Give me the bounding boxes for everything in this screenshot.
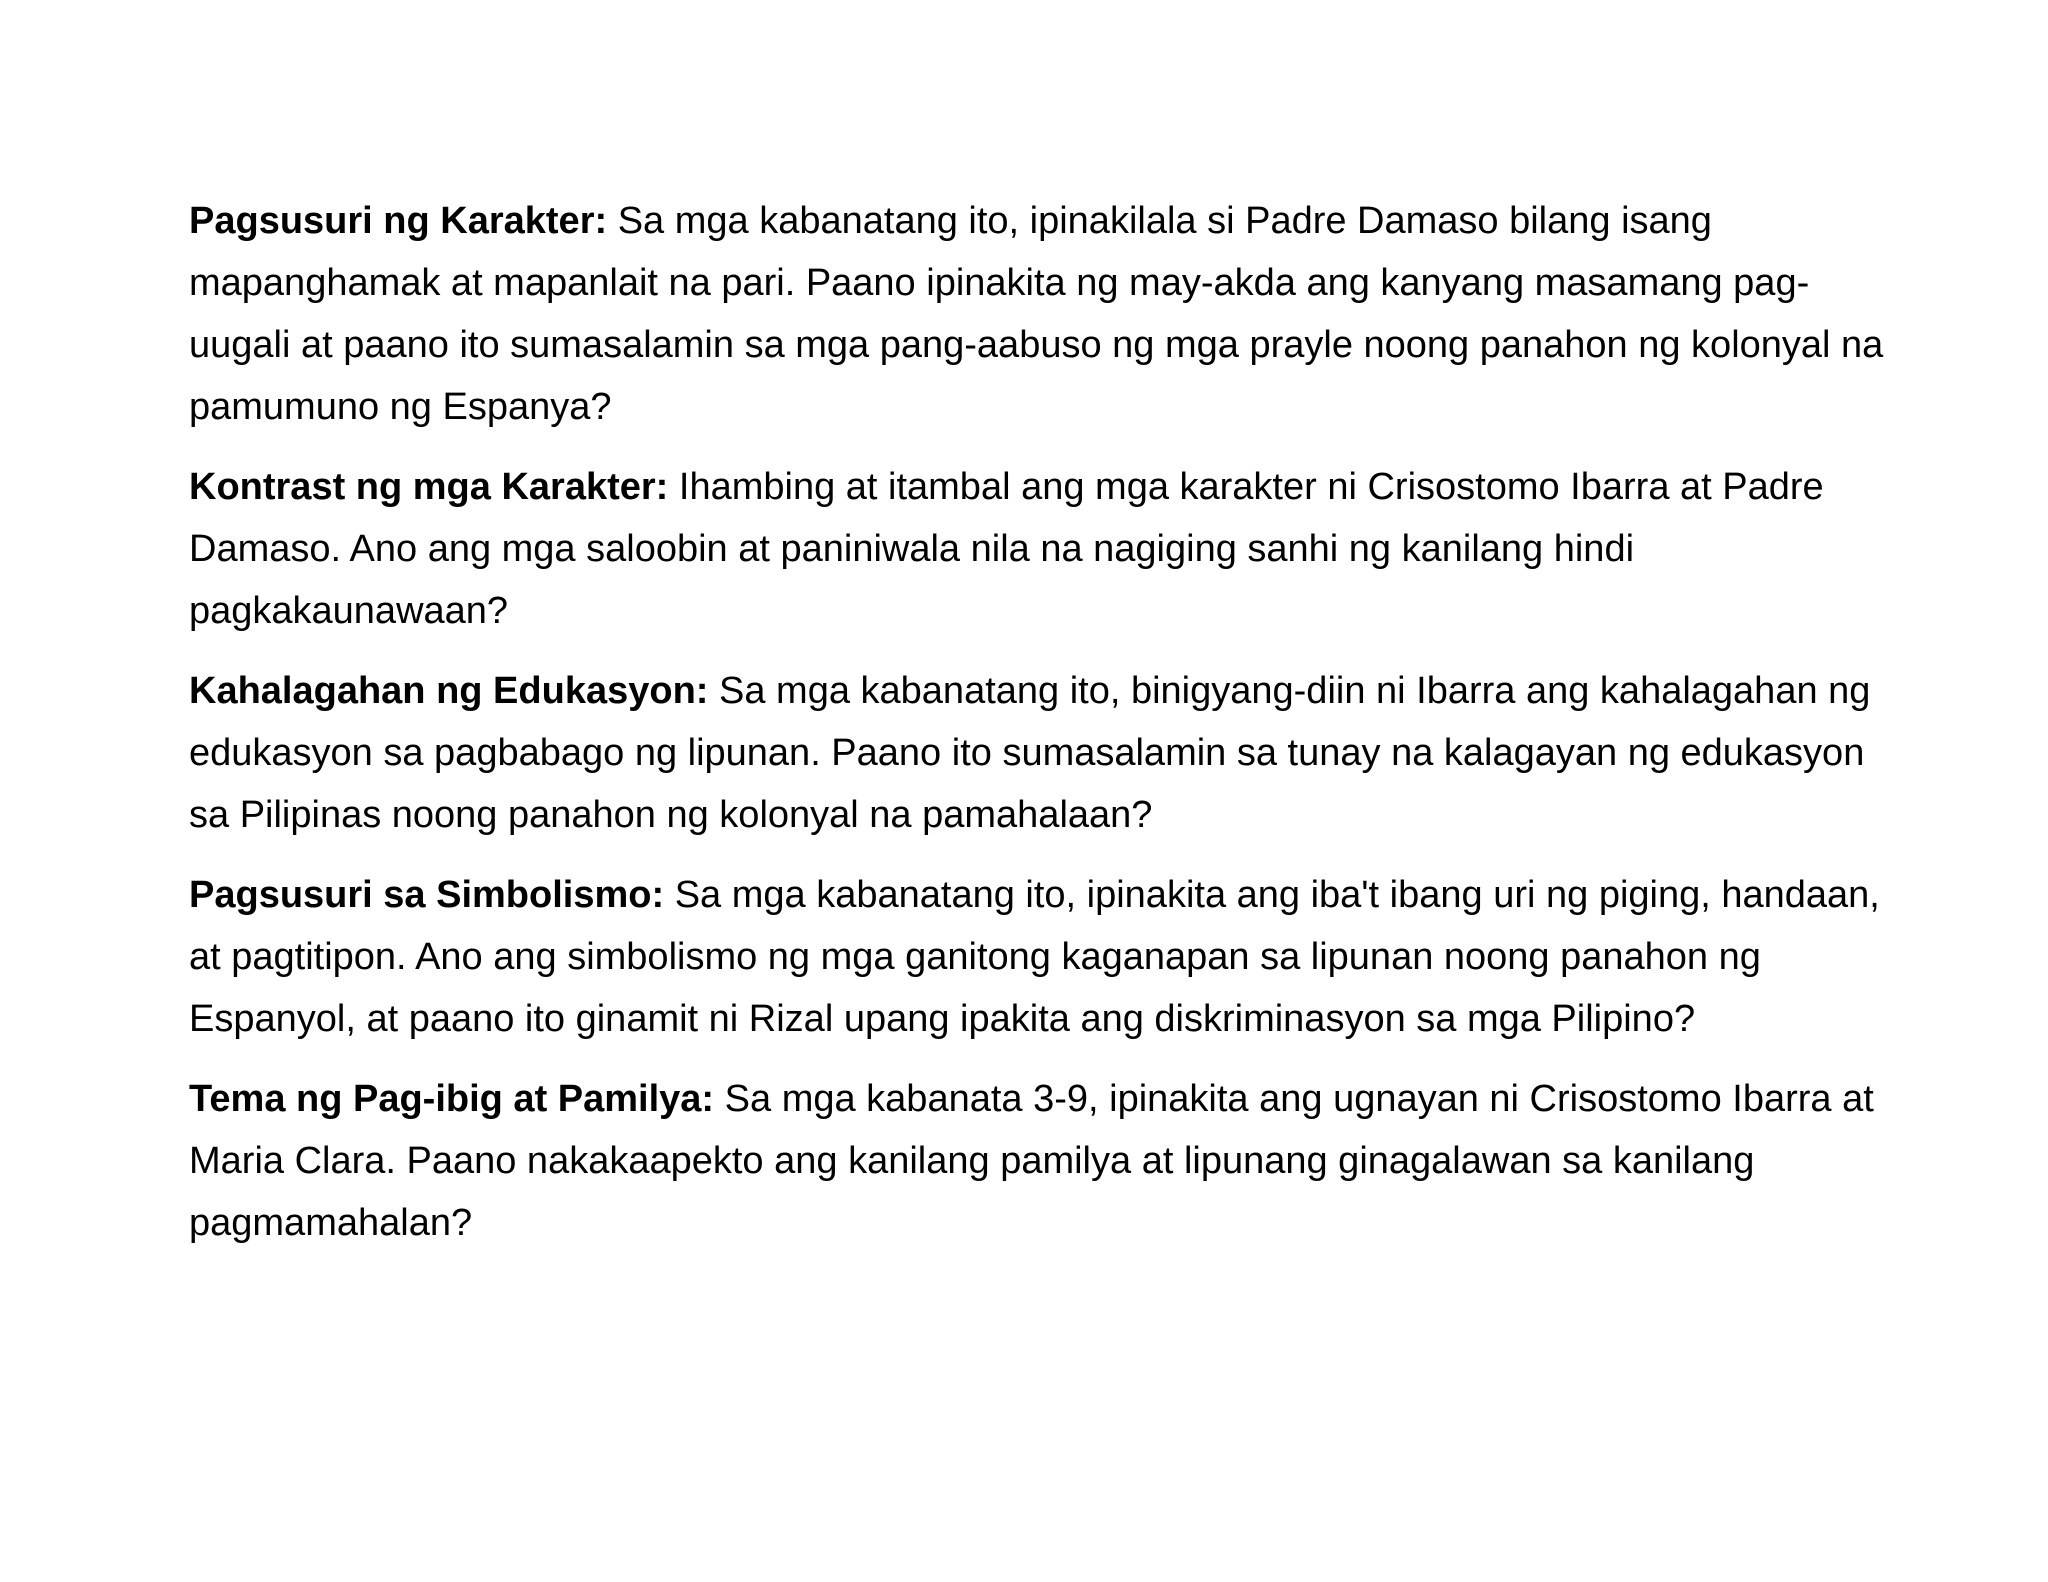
- paragraph-text: Sa mga kabanatang ito, binigyang-diin ni Ibarra ang kahalagahan ng edukasyon sa pagbabago ng lipunan. Paano ito sumasalamin sa tunay na kalagayan ng edukasyon sa Pilipinas noong panahon ng kolonyal na pamahalaan?: [189, 670, 1871, 836]
- paragraph-pagsusuri-sa-simbolismo: [189, 864, 1889, 1050]
- paragraph-tema-ng-pag-ibig-at-pamilya: [189, 1068, 1889, 1254]
- paragraph-term: Kontrast ng mga Karakter:: [189, 466, 669, 508]
- paragraph-term: Pagsusuri ng Karakter:: [189, 200, 608, 242]
- paragraph-text: Ihambing at itambal ang mga karakter ni Crisostomo Ibarra at Padre Damaso. Ano ang mga saloobin at paniniwala nila na nagiging sanhi ng kanilang hindi pagkakaunawaan?: [189, 466, 1824, 632]
- paragraph-term: Kahalagahan ng Edukasyon:: [189, 670, 709, 712]
- paragraph-text: Sa mga kabanatang ito, ipinakita ang iba't ibang uri ng piging, handaan, at pagtitipon. Ano ang simbolismo ng mga ganitong kaganapan sa lipunan noong panahon ng Espanyol, at paano ito ginamit ni Rizal upang ipakita ang diskriminasyon sa mga Pilipino?: [189, 874, 1880, 1040]
- paragraph-text: Sa mga kabanatang ito, ipinakilala si Padre Damaso bilang isang mapanghamak at mapanlait na pari. Paano ipinakita ng may-akda ang kanyang masamang pag-uugali at paano ito sumasalamin sa mga pang-aabuso ng mga prayle noong panahon ng kolonyal na pamumuno ng Espanya?: [189, 200, 1884, 428]
- document-body: [189, 190, 1889, 1272]
- paragraph-text: Sa mga kabanata 3-9, ipinakita ang ugnayan ni Crisostomo Ibarra at Maria Clara. Paano nakakaapekto ang kanilang pamilya at lipunang ginagalawan sa kanilang pagmamahalan?: [189, 1078, 1874, 1244]
- paragraph-kontrast-ng-mga-karakter: [189, 456, 1889, 642]
- paragraph-pagsusuri-ng-karakter: [189, 190, 1889, 438]
- paragraph-term: Pagsusuri sa Simbolismo:: [189, 874, 665, 916]
- paragraph-kahalagahan-ng-edukasyon: [189, 660, 1889, 846]
- paragraph-term: Tema ng Pag-ibig at Pamilya:: [189, 1078, 715, 1120]
